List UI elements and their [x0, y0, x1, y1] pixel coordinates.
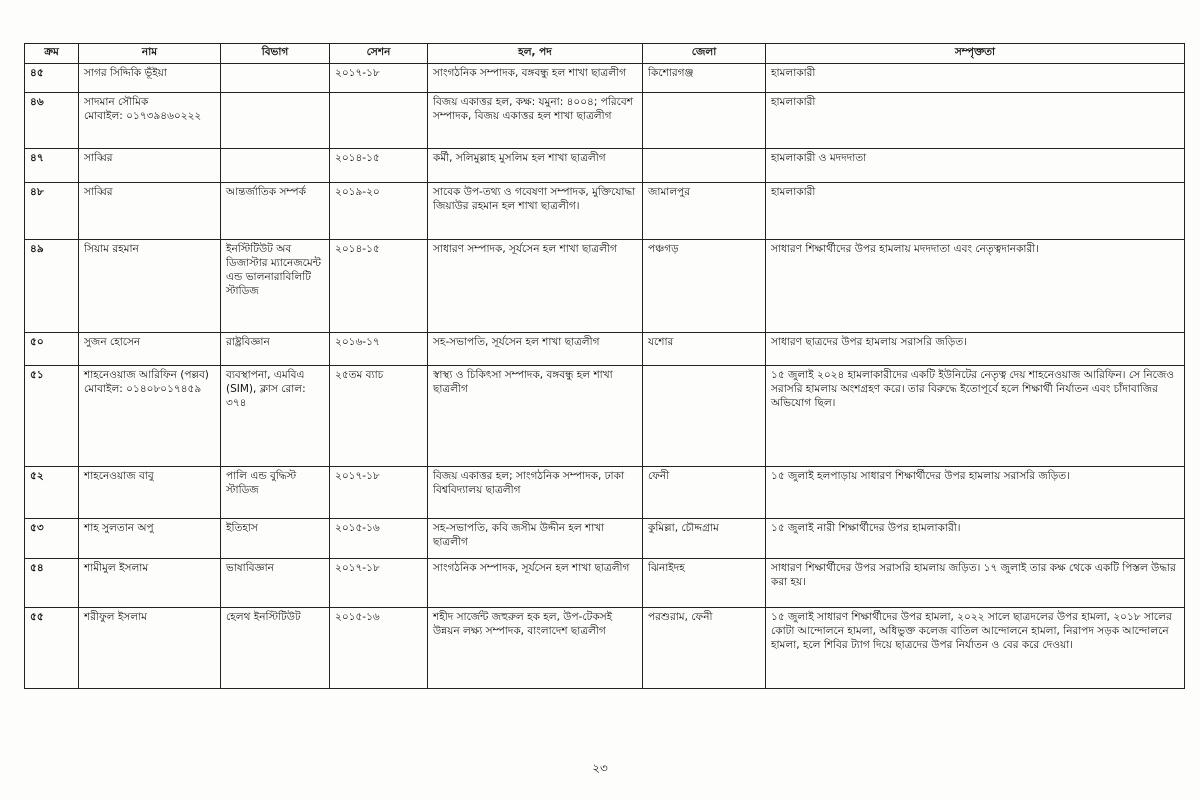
cell-hall-post — [428, 519, 643, 559]
cell-session — [330, 149, 428, 183]
cell-name-text: শাহ সুলতান অপু — [84, 522, 154, 534]
cell-district-text: কিশোরগঞ্জ — [648, 67, 694, 79]
cell-hall-post — [428, 149, 643, 183]
cell-serial-text: ৪৮ — [30, 186, 44, 198]
cell-involvement — [766, 93, 1185, 149]
cell-session — [330, 240, 428, 333]
cell-session — [330, 608, 428, 689]
cell-involvement — [766, 519, 1185, 559]
cell-involvement-text: হামলাকারী — [771, 186, 816, 198]
header-hall-post: হল, পদ — [428, 44, 643, 64]
cell-hall-post-text: সহ-সভাপতি, সূর্যসেন হল শাখা ছাত্রলীগ — [433, 336, 600, 348]
cell-involvement-text: ১৫ জুলাই সাধারণ শিক্ষার্থীদের উপর হামলা, ২০২২ সালে ছাত্রদলের উপর হামলা, ২০১৮ সালের কোটা আন্দোলনে হামলা, অধিভুক্ত কলেজ বাতিল আন্দোলনে হামলা, নিরাপদ সড়ক আন্দোলনে হামলা, হলে শিবির ট্যাগ দিয়ে ছাত্রদের উপর নির্যাতন ও বের করে দেওয়া। — [771, 611, 1172, 651]
cell-session — [330, 93, 428, 149]
header-district: জেলা — [643, 44, 766, 64]
cell-name-text: শাহনেওয়াজ আরিফিন (পল্লব) — [84, 369, 209, 381]
cell-department-text: ইনস্টিটিউট অব ডিজাস্টার ম্যানেজমেন্ট এন্ড ভালনারাবিলিটি স্টাডিজ — [226, 243, 321, 297]
page-number: ২৩ — [592, 761, 608, 775]
cell-involvement-text: ১৫ জুলাই হলপাড়ায় সাধারণ শিক্ষার্থীদের উপর হামলায় সরাসরি জড়িত। — [771, 470, 1070, 482]
cell-name-text: সাব্বির — [84, 186, 113, 198]
cell-department — [221, 183, 330, 240]
cell-name — [79, 467, 221, 519]
cell-district — [643, 559, 766, 608]
cell-name-text: সিয়াম রহমান — [84, 243, 139, 255]
cell-name-text: শামীমুল ইসলাম — [84, 562, 149, 574]
cell-district — [643, 64, 766, 93]
cell-name-text: সাদমান সৌমিক — [84, 96, 149, 108]
cell-involvement — [766, 608, 1185, 689]
cell-hall-post — [428, 183, 643, 240]
cell-serial — [25, 333, 79, 366]
cell-name-text: সুজন হোসেন — [84, 336, 141, 348]
cell-district-text: পঞ্চগড় — [648, 243, 679, 255]
cell-hall-post — [428, 93, 643, 149]
cell-serial-text: ৫০ — [30, 336, 44, 348]
cell-involvement — [766, 366, 1185, 467]
cell-hall-post-text: বিজয় একাত্তর হল; সাংগঠনিক সম্পাদক, ঢাকা বিশ্ববিদ্যালয় ছাত্রলীগ — [433, 470, 624, 496]
cell-hall-post-text: বিজয় একাত্তর হল, কক্ষ: যমুনা: ৪০০৪; পরিবেশ সম্পাদক, বিজয় একাত্তর হল শাখা ছাত্রলীগ — [433, 96, 633, 122]
cell-district — [643, 519, 766, 559]
cell-department — [221, 333, 330, 366]
cell-hall-post-text: শহীদ সার্জেন্ট জহুরুল হক হল, উপ-টেকসই উন্নয়ন লক্ষ্য সম্পাদক, বাংলাদেশ ছাত্রলীগ — [433, 611, 613, 637]
cell-name-mobile: মোবাইল: ০১৪০৮০১৭৪৫৯ — [84, 383, 202, 395]
cell-involvement-text: সাধারণ শিক্ষার্থীদের উপর সরাসরি হামলায় জড়িত। ১৭ জুলাই তার কক্ষ থেকে একটি পিস্তল উদ্ধার করা হয়। — [771, 562, 1176, 588]
perpetrator-table — [24, 43, 1185, 689]
header-name: নাম — [79, 44, 221, 64]
table-row — [25, 467, 1185, 519]
cell-name-text: সাব্বির — [84, 152, 113, 164]
cell-serial-text: ৫৩ — [30, 522, 44, 534]
cell-involvement-text: হামলাকারী — [771, 96, 816, 108]
table-header-row — [25, 44, 1185, 64]
cell-name — [79, 519, 221, 559]
cell-hall-post-text: কর্মী, সলিমুল্লাহ মুসলিম হল শাখা ছাত্রলীগ — [433, 152, 606, 164]
cell-district — [643, 366, 766, 467]
cell-department — [221, 467, 330, 519]
table-row — [25, 240, 1185, 333]
cell-serial — [25, 183, 79, 240]
cell-serial — [25, 366, 79, 467]
cell-name — [79, 366, 221, 467]
cell-session — [330, 467, 428, 519]
cell-department — [221, 608, 330, 689]
cell-session-text: ২০১৪-১৫ — [335, 152, 380, 164]
cell-serial — [25, 93, 79, 149]
table-row — [25, 519, 1185, 559]
cell-involvement — [766, 183, 1185, 240]
cell-involvement-text: ১৫ জুলাই ২০২৪ হামলাকারীদের একটি ইউনিটের নেতৃত্ব দেয় শাহনেওয়াজ আরিফিন। সে নিজেও সরাসরি হামলায় অংশগ্রহণ করে। তার বিরুদ্ধে ইতোপূর্বে হলে শিক্ষার্থী নির্যাতন এবং চাঁদাবাজির অভিযোগ ছিল। — [771, 369, 1174, 409]
cell-hall-post-text: স্বাস্থ্য ও চিকিৎসা সম্পাদক, বঙ্গবন্ধু হল শাখা ছাত্রলীগ — [433, 369, 613, 395]
cell-session-text: ২০১৫-১৬ — [335, 522, 380, 534]
header-session: সেশন — [330, 44, 428, 64]
cell-session-text: ২০১৯-২০ — [335, 186, 380, 198]
cell-session — [330, 519, 428, 559]
cell-hall-post-text: সাবেক উপ-তথ্য ও গবেষণা সম্পাদক, মুক্তিযোদ্ধা জিয়াউর রহমান হল শাখা ছাত্রলীগ। — [433, 186, 636, 212]
cell-name-text: সাগর সিদ্দিকি ভূঁইয়া — [84, 67, 167, 79]
table-row — [25, 366, 1185, 467]
table-row — [25, 608, 1185, 689]
cell-session — [330, 64, 428, 93]
header-involvement: সম্পৃক্ততা — [766, 44, 1185, 64]
cell-name — [79, 608, 221, 689]
cell-serial-text: ৫৫ — [30, 611, 44, 623]
cell-department-text: ইতিহাস — [226, 522, 258, 534]
cell-serial-text: ৪৭ — [30, 152, 44, 164]
cell-session-text: ২০১৭-১৮ — [335, 67, 380, 79]
cell-involvement-text: হামলাকারী — [771, 67, 816, 79]
cell-serial-text: ৪৯ — [30, 243, 44, 255]
cell-hall-post-text: সাংগঠনিক সম্পাদক, বঙ্গবন্ধু হল শাখা ছাত্রলীগ — [433, 67, 626, 79]
cell-name — [79, 149, 221, 183]
table-row — [25, 64, 1185, 93]
cell-involvement — [766, 559, 1185, 608]
cell-name-text: শরীফুল ইসলাম — [84, 611, 147, 623]
cell-serial — [25, 149, 79, 183]
cell-hall-post — [428, 608, 643, 689]
cell-department-text: আন্তর্জাতিক সম্পর্ক — [226, 186, 306, 198]
cell-serial-text: ৪৫ — [30, 67, 44, 79]
cell-department — [221, 366, 330, 467]
cell-district — [643, 608, 766, 689]
cell-session-text: ২০১৭-১৮ — [335, 470, 380, 482]
cell-hall-post — [428, 559, 643, 608]
table-row — [25, 559, 1185, 608]
cell-serial-text: ৪৬ — [30, 96, 44, 108]
cell-district — [643, 93, 766, 149]
cell-name — [79, 559, 221, 608]
header-serial: ক্রম — [25, 44, 79, 64]
cell-serial — [25, 519, 79, 559]
cell-district-text: ঝিনাইদহ — [648, 562, 685, 574]
cell-name-text: শাহনেওয়াজ বাবু — [84, 470, 154, 482]
cell-district-text: জামালপুর — [648, 186, 691, 198]
table-row — [25, 333, 1185, 366]
cell-name — [79, 93, 221, 149]
cell-name — [79, 333, 221, 366]
cell-district — [643, 240, 766, 333]
cell-involvement-text: হামলাকারী ও মদদদাতা — [771, 152, 867, 164]
cell-district — [643, 149, 766, 183]
table-row — [25, 93, 1185, 149]
cell-hall-post-text: সাংগঠনিক সম্পাদক, সূর্যসেন হল শাখা ছাত্রলীগ — [433, 562, 630, 574]
cell-serial-text: ৫২ — [30, 470, 44, 482]
cell-department — [221, 93, 330, 149]
cell-department-text: হেলথ ইনস্টিটিউট — [226, 611, 301, 623]
cell-district — [643, 183, 766, 240]
cell-serial-text: ৫১ — [30, 369, 44, 381]
cell-district — [643, 467, 766, 519]
cell-hall-post — [428, 240, 643, 333]
cell-department-text: ভাষাবিজ্ঞান — [226, 562, 274, 574]
cell-session-text: ২০১৬-১৭ — [335, 336, 380, 348]
header-department: বিভাগ — [221, 44, 330, 64]
cell-name — [79, 183, 221, 240]
cell-involvement-text: সাধারণ শিক্ষার্থীদের উপর হামলায় মদদদাতা এবং নেতৃত্বদানকারী। — [771, 243, 1039, 255]
cell-hall-post-text: সাধারণ সম্পাদক, সূর্যসেন হল শাখা ছাত্রলীগ — [433, 243, 617, 255]
cell-name-mobile: মোবাইল: ০১৭৩৯৪৬০২২২ — [84, 110, 202, 122]
cell-serial — [25, 559, 79, 608]
cell-department — [221, 519, 330, 559]
cell-district-text: পরশুরাম, ফেনী — [648, 611, 713, 623]
cell-department — [221, 64, 330, 93]
cell-department-text: পালি এন্ড বুদ্ধিস্ট স্টাডিজ — [226, 470, 297, 496]
cell-serial-text: ৫৪ — [30, 562, 44, 574]
cell-involvement-text: ১৫ জুলাই নারী শিক্ষার্থীদের উপর হামলাকারী। — [771, 522, 961, 534]
cell-hall-post — [428, 64, 643, 93]
cell-hall-post-text: সহ-সভাপতি, কবি জসীম উদ্দীন হল শাখা ছাত্রলীগ — [433, 522, 605, 548]
cell-district-text: ফেনী — [648, 470, 670, 482]
cell-department-text: রাষ্ট্রবিজ্ঞান — [226, 336, 270, 348]
cell-involvement — [766, 240, 1185, 333]
cell-hall-post — [428, 467, 643, 519]
cell-session-text: ২০১৪-১৫ — [335, 243, 380, 255]
cell-department — [221, 149, 330, 183]
table-row — [25, 183, 1185, 240]
cell-serial — [25, 64, 79, 93]
cell-involvement — [766, 333, 1185, 366]
table-row — [25, 149, 1185, 183]
cell-department-text: ব্যবস্থাপনা, এমবিএ (SIM), ক্লাস রোল: ৩৭৪ — [226, 369, 306, 409]
cell-hall-post — [428, 366, 643, 467]
cell-involvement — [766, 149, 1185, 183]
cell-involvement — [766, 467, 1185, 519]
cell-involvement-text: সাধারণ ছাত্রদের উপর হামলায় সরাসরি জড়িত। — [771, 336, 967, 348]
cell-district — [643, 333, 766, 366]
cell-session — [330, 183, 428, 240]
cell-session — [330, 559, 428, 608]
cell-serial — [25, 608, 79, 689]
cell-session-text: ২০১৫-১৬ — [335, 611, 380, 623]
cell-session — [330, 366, 428, 467]
cell-session — [330, 333, 428, 366]
cell-name — [79, 240, 221, 333]
cell-department — [221, 559, 330, 608]
cell-session-text: ২০১৭-১৮ — [335, 562, 380, 574]
cell-district-text: যশোর — [648, 336, 674, 348]
cell-department — [221, 240, 330, 333]
cell-session-text: ২৫তম ব্যাচ — [335, 369, 384, 381]
cell-serial — [25, 467, 79, 519]
cell-district-text: কুমিল্লা, চৌদ্দগ্রাম — [648, 522, 719, 534]
cell-involvement — [766, 64, 1185, 93]
cell-hall-post — [428, 333, 643, 366]
cell-name — [79, 64, 221, 93]
cell-serial — [25, 240, 79, 333]
